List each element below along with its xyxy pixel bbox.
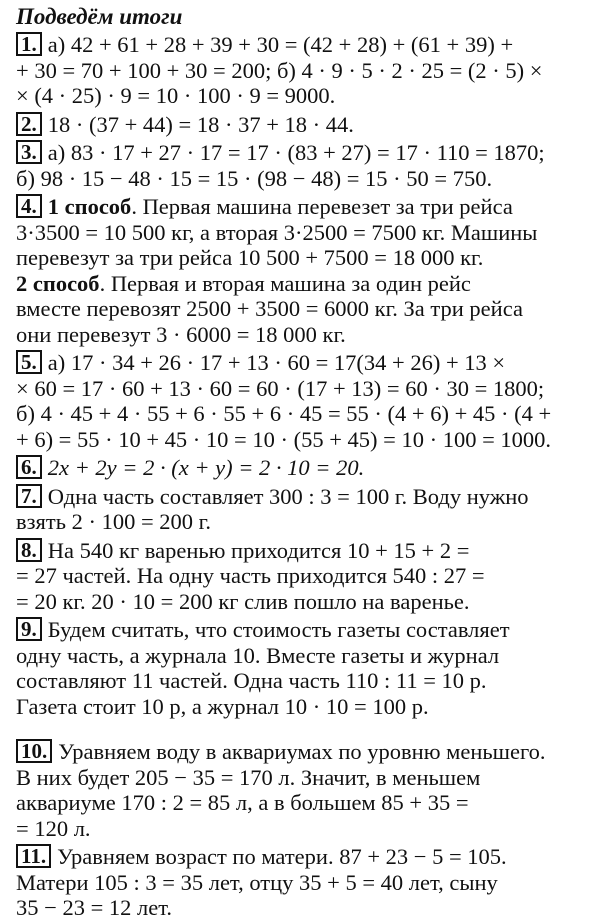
task-line: × (4 · 25) · 9 = 10 · 100 · 9 = 9000. — [16, 83, 336, 108]
task-7 — [16, 484, 603, 535]
task-1 — [16, 32, 603, 109]
task-11 — [16, 844, 603, 921]
task-line: = 27 частей. На одну часть приходится 540 : 27 = — [16, 563, 485, 588]
task-line: = 20 кг. 20 · 10 = 200 кг слив пошло на варенье. — [16, 588, 470, 614]
task-line: Уравняем возраст по матери. 87 + 23 − 5 = 105. — [57, 844, 507, 869]
task-line: Матери 105 : 3 = 35 лет, отцу 35 + 5 = 40 лет, сыну — [16, 869, 498, 895]
task-line: а) 17 · 34 + 26 · 17 + 13 · 60 = 17(34 + 26) + 13 × — [47, 350, 506, 375]
task-line: а) 42 + 61 + 28 + 39 + 30 = (42 + 28) + (61 + 39) + — [47, 32, 514, 57]
task-line: 3·3500 = 10 500 кг, а вторая 3·2500 = 7500 кг. Машины — [16, 219, 538, 245]
task-line: составляют 11 частей. Одна часть 110 : 11 = 10 р. — [16, 668, 487, 693]
task-line: аквариуме 170 : 2 = 85 л, а в большем 85 + 35 = — [16, 790, 469, 815]
method-1-label: 1 способ — [47, 194, 132, 219]
task-line: × 60 = 17 · 60 + 13 · 60 = 60 · (17 + 13) = 60 · 30 = 1800; — [16, 375, 545, 401]
task-2 — [16, 112, 603, 138]
task-number: 9. — [16, 617, 42, 641]
method-2-label: 2 способ — [16, 270, 100, 296]
section-title: Подведём итоги — [16, 4, 183, 29]
task-line: они перевезут 3 · 6000 = 18 000 кг. — [16, 321, 346, 347]
task-line: вместе перевозят 2500 + 3500 = 6000 кг. За три рейса — [16, 296, 523, 321]
task-number: 1. — [16, 32, 42, 56]
task-line: Будем считать, что стоимость газеты составляет — [47, 617, 510, 642]
task-line: . Первая и вторая машина за один рейс — [99, 270, 471, 296]
task-4 — [16, 194, 603, 347]
task-line: Одна часть составляет 300 : 3 = 100 г. Воду нужно — [47, 483, 529, 509]
task-number: 4. — [16, 194, 42, 218]
task-line: а) 83 · 17 + 27 · 17 = 17 · (83 + 27) = 17 · 110 = 1870; — [47, 140, 545, 165]
task-3 — [16, 140, 603, 191]
task-number: 10. — [16, 739, 52, 763]
task-number: 5. — [16, 350, 42, 374]
task-line: 2x + 2y = 2 · (x + y) = 2 · 10 = 20. — [47, 455, 365, 480]
task-number: 7. — [16, 484, 42, 508]
task-number: 2. — [16, 112, 42, 136]
task-6 — [16, 455, 603, 481]
task-line: взять 2 · 100 = 200 г. — [16, 509, 211, 534]
task-number: 11. — [16, 844, 51, 868]
task-10 — [16, 739, 603, 841]
task-line: Уравняем воду в аквариумах по уровню меньшего. — [58, 739, 546, 764]
task-number: 6. — [16, 455, 42, 479]
task-line: одну часть, а журнала 10. Вместе газеты и журнал — [16, 642, 500, 668]
task-number: 3. — [16, 140, 42, 164]
task-line: + 6) = 55 · 10 + 45 · 10 = 10 · (55 + 45) = 10 · 100 = 1000. — [16, 426, 552, 452]
task-line: Газета стоит 10 р, а журнал 10 · 10 = 100 р. — [16, 693, 429, 719]
task-line: . Первая машина перевезет за три рейса — [131, 194, 513, 219]
task-line: + 30 = 70 + 100 + 30 = 200; б) 4 · 9 · 5 · 2 · 25 = (2 · 5) × — [16, 57, 543, 83]
task-line: 18 · (37 + 44) = 18 · 37 + 18 · 44. — [47, 111, 354, 137]
task-line: = 120 л. — [16, 815, 91, 841]
task-line: б) 98 · 15 − 48 · 15 = 15 · (98 − 48) = 15 · 50 = 750. — [16, 165, 493, 191]
task-5 — [16, 350, 603, 452]
task-line: б) 4 · 45 + 4 · 55 + 6 · 55 + 6 · 45 = 55 · (4 + 6) + 45 · (4 + — [16, 401, 552, 426]
task-line: перевезут за три рейса 10 500 + 7500 = 18 000 кг. — [16, 245, 484, 270]
task-8 — [16, 538, 603, 615]
task-number: 8. — [16, 538, 42, 562]
task-line: 35 − 23 = 12 лет. — [16, 895, 172, 920]
task-line: В них будет 205 − 35 = 170 л. Значит, в меньшем — [16, 764, 481, 790]
task-9 — [16, 617, 603, 719]
task-line: На 540 кг варенью приходится 10 + 15 + 2 = — [47, 537, 470, 563]
